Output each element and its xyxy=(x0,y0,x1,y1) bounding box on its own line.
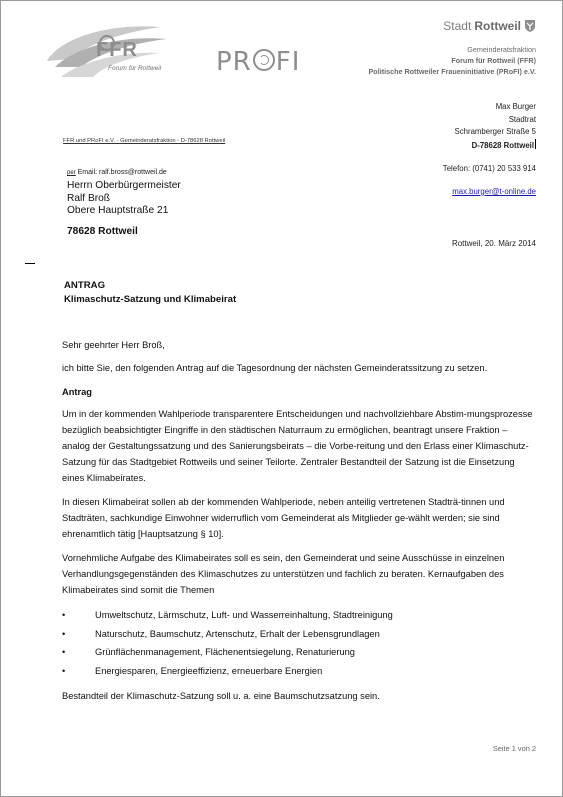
letter-date: Rottweil, 20. März 2014 xyxy=(451,239,536,248)
sender-city-text: D-78628 Rottweil xyxy=(471,140,534,150)
faction-line-1: Gemeinderatsfraktion xyxy=(467,45,536,54)
sender-address xyxy=(455,101,536,152)
paragraph-2: In diesen Klimabeirat sollen ab der kommenden Wahlperiode, neben anteilig vertretenen Stadträ-tinnen und Stadträten, sachkundige Einwohner widerruflich vom Gemeinderat als Mitglieder ge-wählt werden; sie sind ehrenamtlich tätig [Hauptsatzung § 10]. xyxy=(62,497,505,539)
ffr-logo-subtitle: Forum für Rottweil xyxy=(108,65,162,72)
faction-header xyxy=(369,44,536,77)
list-item xyxy=(62,662,535,681)
sender-street: Schramberger Straße 5 xyxy=(454,127,536,136)
recipient-line-2: Ralf Broß xyxy=(67,192,111,204)
subject-block xyxy=(64,279,236,306)
recipient-zip-city: 78628 Rottweil xyxy=(67,225,138,237)
list-item-text: Naturschutz, Baumschutz, Artenschutz, Erhalt der Lebensgrundlagen xyxy=(95,628,380,639)
paragraph-3: Vornehmliche Aufgabe des Klimabeirates soll es sein, den Gemeinderat und seine Ausschüsse in einzelnen Verhandlungsgegenständen des Klimaschutzes zu unterstützen und fachlich zu beraten. Kernaufgaben des Klimabeirates sind somit die Themen xyxy=(62,553,505,595)
list-item-text: Grünflächenmanagement, Flächenentsiegelung, Renaturierung xyxy=(95,647,355,657)
list-item-text: Energiesparen, Energieeffizienz, erneuerbare Energien xyxy=(95,665,323,676)
bullet-icon: • xyxy=(62,647,66,657)
letter-body xyxy=(62,337,535,704)
recipient-line-1: Herrn Oberbürgermeister xyxy=(67,180,181,191)
city-prefix: Stadt xyxy=(443,19,472,33)
text-cursor xyxy=(535,139,536,149)
profi-logo-o-icon xyxy=(253,49,275,71)
subject-line-2: Klimaschutz-Satzung und Klimabeirat xyxy=(64,293,237,305)
subject-line-1: ANTRAG xyxy=(64,280,106,291)
topic-list xyxy=(62,606,535,680)
profi-logo-text-start: PR xyxy=(216,47,252,77)
eagle-crest-icon xyxy=(524,19,536,33)
delivery-line xyxy=(67,169,167,176)
recipient-address xyxy=(67,180,181,238)
per-label: per xyxy=(67,170,76,176)
faction-line-3: Politische Rottweiler Fraueninitiative (PRoFI) e.V. xyxy=(368,67,536,76)
fold-mark xyxy=(25,263,35,264)
bullet-icon: • xyxy=(62,610,66,620)
sender-city xyxy=(455,139,536,153)
list-item xyxy=(62,606,535,625)
profi-logo xyxy=(216,47,300,77)
sender-name: Max Burger xyxy=(495,102,536,111)
page-number: Seite 1 von 2 xyxy=(492,744,536,753)
list-item xyxy=(62,643,535,662)
sender-phone: Telefon: (0741) 20 533 914 xyxy=(442,164,536,173)
paragraph-1: Um in der kommenden Wahlperiode transparentere Entscheidungen und nachvollziehbare Abstim-mungsprozesse bezüglich beabsichtigter Eingriffe in den städtischen Naturraum zu ermöglichen, beantragt unsere Fraktion – analog der Gestaltungssatzung und des Sanierungsbeirats – die Vorbe-reitung und den Erlass einer Klimaschutz-Satzung für das Stadtgebiet Rottweils und seiner Teilorte. Zentraler Bestandteil der Satzung ist die Einsetzung eines Klimabeirates. xyxy=(62,409,533,483)
list-item-text: Umweltschutz, Lärmschutz, Luft- und Wasserreinhaltung, Stadtreinigung xyxy=(95,610,393,620)
bullet-icon: • xyxy=(62,665,66,676)
recipient-line-3: Obere Hauptstraße 21 xyxy=(67,205,169,216)
sender-email-link[interactable]: max.burger@t-online.de xyxy=(452,187,536,196)
city-emblem xyxy=(443,19,536,33)
return-address: FFR und PRoFI e.V. - Gemeinderatsfraktion - D-78628 Rottweil xyxy=(63,138,226,144)
sender-role: Stadtrat xyxy=(508,114,536,124)
faction-line-2: Forum für Rottweil (FFR) xyxy=(451,56,536,65)
salutation: Sehr geehrter Herr Broß, xyxy=(62,340,165,350)
section-heading: Antrag xyxy=(62,387,92,397)
ffr-logo-text: FFR xyxy=(96,39,138,61)
recipient-email: Email: ralf.bross@rottweil.de xyxy=(75,169,167,176)
request-text: ich bitte Sie, den folgenden Antrag auf die Tagesordnung der nächsten Gemeinderatssitzung zu setzen. xyxy=(62,363,488,373)
list-item xyxy=(62,625,535,644)
closing-paragraph: Bestandteil der Klimaschutz-Satzung soll u. a. eine Baumschutzsatzung sein. xyxy=(62,691,380,701)
profi-logo-text-end: FI xyxy=(275,47,301,77)
city-name: Rottweil xyxy=(474,19,521,33)
bullet-icon: • xyxy=(62,628,66,639)
